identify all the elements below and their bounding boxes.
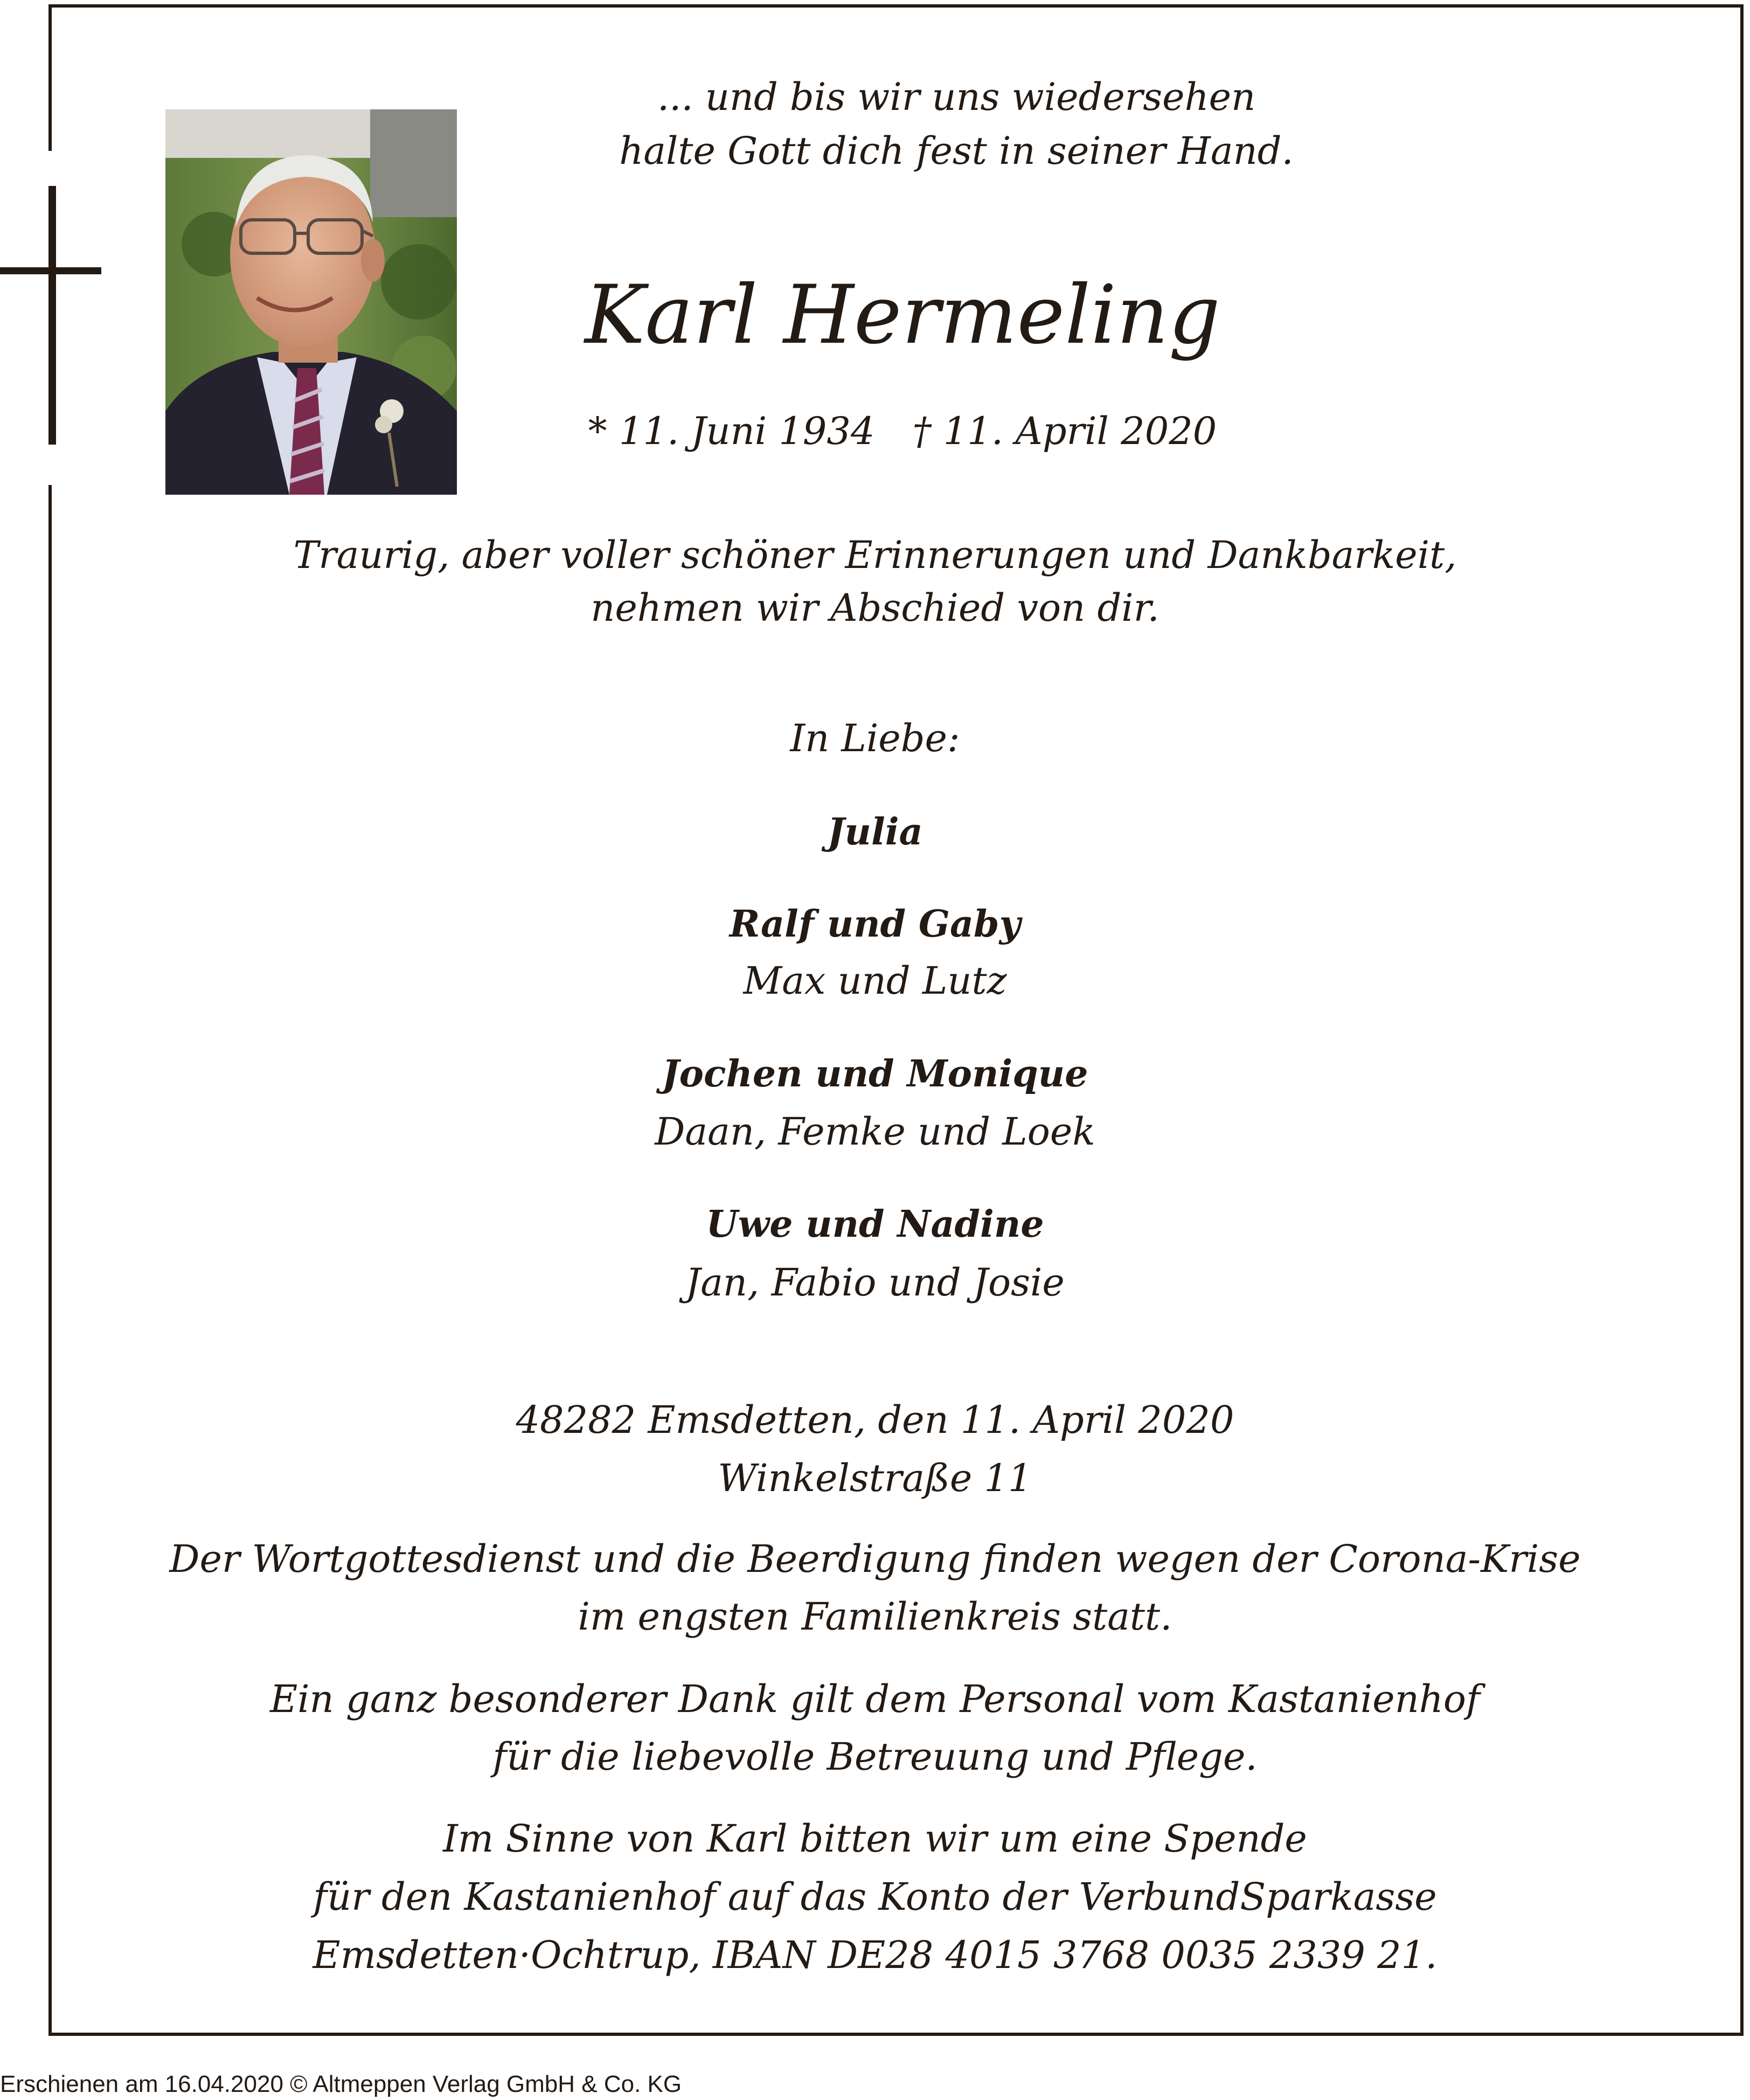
verse-line-2: halte Gott dich fest in seiner Hand.: [619, 129, 1294, 173]
farewell-line-2: nehmen wir Abschied von dir.: [591, 586, 1159, 630]
verse-line-1: ... und bis wir uns wiedersehen: [657, 75, 1256, 119]
donation-note-line-3: Emsdetten·Ochtrup, IBAN DE28 4015 3768 0035 2339 21.: [313, 1933, 1438, 1977]
family-group-main-4: Uwe und Nadine: [706, 1203, 1044, 1246]
death-date: † 11. April 2020: [912, 409, 1217, 453]
service-note-line-1: Der Wortgottesdienst und die Beerdigung finden wegen der Corona-Krise: [169, 1537, 1581, 1581]
frame-left-border-upper: [48, 4, 52, 151]
service-note-line-2: im engsten Familienkreis statt.: [578, 1595, 1172, 1639]
family-group-sub-2: Max und Lutz: [743, 959, 1007, 1003]
family-group-main-3: Jochen und Monique: [662, 1052, 1088, 1096]
cross-horizontal-bar: [0, 267, 101, 274]
cross-vertical-bar: [48, 186, 56, 445]
address-line-1: 48282 Emsdetten, den 11. April 2020: [516, 1398, 1234, 1442]
thanks-note-line-2: für die liebevolle Betreuung und Pflege.: [492, 1735, 1258, 1779]
family-intro: In Liebe:: [790, 716, 960, 760]
life-dates: [539, 404, 1266, 458]
family-group-main-2: Ralf und Gaby: [729, 903, 1021, 946]
family-group-sub-4: Jan, Fabio und Josie: [685, 1260, 1065, 1305]
deceased-name: Karl Hermeling: [585, 268, 1220, 362]
farewell-line-1: Traurig, aber voller schöner Erinnerungen und Dankbarkeit,: [293, 533, 1457, 577]
family-group-main-1: Julia: [827, 810, 923, 854]
donation-note-line-1: Im Sinne von Karl bitten wir um eine Spende: [443, 1817, 1307, 1861]
portrait-illustration: [165, 109, 457, 495]
donation-note-line-2: für den Kastanienhof auf das Konto der VerbundSparkasse: [313, 1875, 1437, 1919]
frame-top-border: [48, 4, 1744, 8]
portrait-photo: [165, 109, 457, 495]
address-line-2: Winkelstraße 11: [718, 1456, 1032, 1500]
publication-footer: Erschienen am 16.04.2020 © Altmeppen Verlag GmbH & Co. KG: [0, 2071, 682, 2097]
family-group-sub-3: Daan, Femke und Loek: [655, 1110, 1095, 1154]
birth-date: * 11. Juni 1934: [588, 409, 875, 453]
frame-bottom-border: [48, 2033, 1744, 2036]
thanks-note-line-1: Ein ganz besonderer Dank gilt dem Personal vom Kastanienhof: [270, 1677, 1480, 1721]
